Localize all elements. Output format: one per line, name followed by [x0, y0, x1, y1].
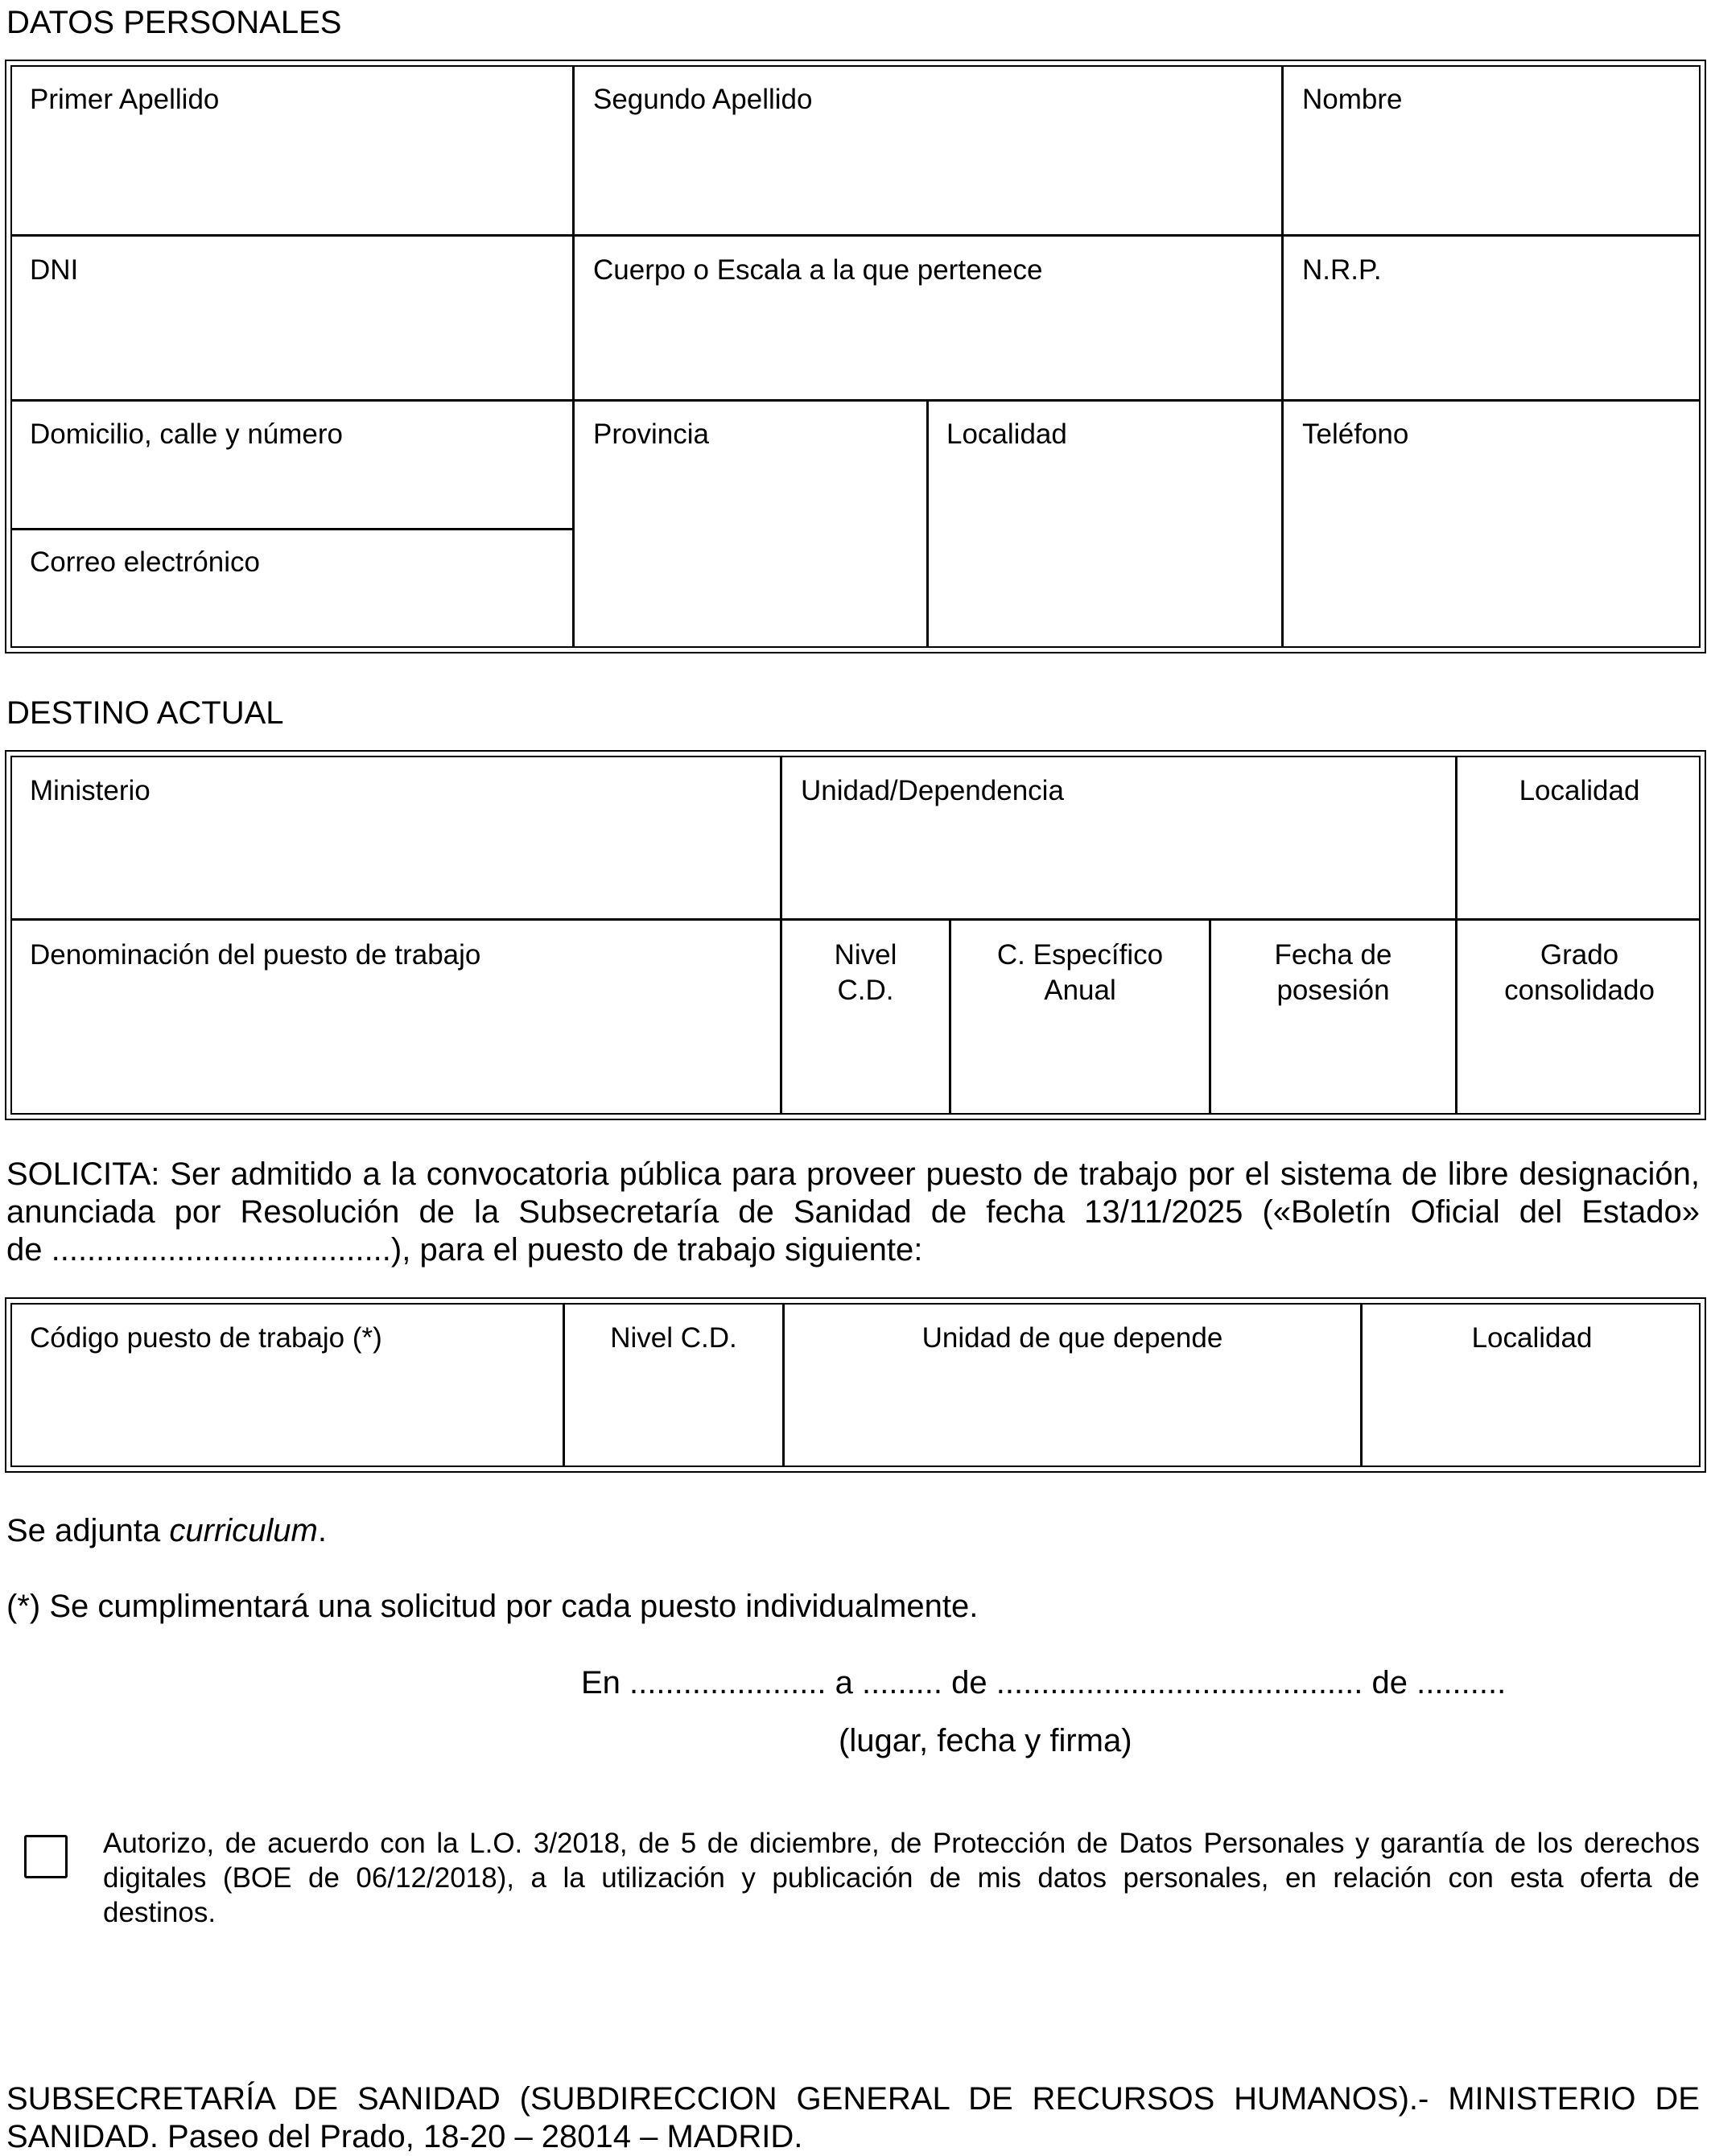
nombre-label: Nombre	[1302, 84, 1403, 115]
localidad-label: Localidad	[946, 418, 1067, 450]
dni-field[interactable]	[11, 237, 571, 398]
autorizacion-checkbox[interactable]	[24, 1835, 68, 1878]
telefono-label: Teléfono	[1302, 418, 1409, 450]
primer-apellido-label: Primer Apellido	[30, 84, 220, 115]
solicita-line-1: SOLICITA: Ser admitido a la convocatoria pública para proveer puesto de trabajo por el sistema de libre designación,	[6, 1156, 1700, 1192]
lugar-fecha-line: En ...................... a ......... de ......................................... de ..........	[581, 1665, 1507, 1700]
provincia-label: Provincia	[593, 418, 709, 450]
footer-address: SUBSECRETARÍA DE SANIDAD (SUBDIRECCION GENERAL DE RECURSOS HUMANOS).- MINISTERIO DE SANIDAD. Paseo del Prado, 18-20 – 28014 – MADRID.	[6, 2081, 1700, 2154]
codigo-puesto-label: Código puesto de trabajo (*)	[30, 1322, 382, 1354]
adjunta-curriculum: Se adjunta curriculum.	[6, 1513, 327, 1548]
nota-solicitud: (*) Se cumplimentará una solicitud por cada puesto individualmente.	[6, 1589, 979, 1624]
cuerpo-escala-label: Cuerpo o Escala a la que pertenece	[593, 254, 1043, 286]
nivel-cd-label: Nivel C.D.	[834, 939, 897, 1006]
nrp-label: N.R.P.	[1302, 254, 1382, 286]
correo-label: Correo electrónico	[30, 546, 260, 578]
destino-actual-heading: DESTINO ACTUAL	[6, 695, 284, 731]
solicita-paragraph	[6, 1156, 1700, 1269]
segundo-apellido-label: Segundo Apellido	[593, 84, 813, 115]
dni-label: DNI	[30, 254, 79, 286]
denominacion-label: Denominación del puesto de trabajo	[30, 939, 481, 971]
firma-caption: (lugar, fecha y firma)	[839, 1723, 1132, 1758]
puesto-unidad-label: Unidad de que depende	[921, 1322, 1223, 1354]
puesto-localidad-label: Localidad	[1471, 1322, 1593, 1354]
especifico-label: C. Específico Anual	[996, 939, 1164, 1006]
ministerio-label: Ministerio	[30, 775, 150, 806]
solicita-line-3: de ......................................), para el puesto de trabajo siguiente:	[6, 1232, 923, 1268]
grado-consolidado-label: Grado consolidado	[1504, 939, 1655, 1006]
autorizacion-text: Autorizo, de acuerdo con la L.O. 3/2018, de 5 de diciembre, de Protección de Datos Personales y garantía de los derechos digitales (BOE de 06/12/2018), a la utilización y publicación de mis datos personales, en relación con esta oferta de destinos.	[103, 1828, 1700, 1928]
domicilio-label: Domicilio, calle y número	[30, 418, 344, 450]
unidad-dependencia-label: Unidad/Dependencia	[801, 775, 1064, 806]
destino-localidad-label: Localidad	[1519, 775, 1640, 806]
fecha-posesion-label: Fecha de posesión	[1274, 939, 1392, 1006]
datos-personales-heading: DATOS PERSONALES	[6, 5, 342, 40]
solicita-line-2: anunciada por Resolución de la Subsecretaría de Sanidad de fecha 13/11/2025 («Boletín Oficial del Estado»	[6, 1194, 1700, 1230]
puesto-nivel-label: Nivel C.D.	[610, 1322, 737, 1354]
